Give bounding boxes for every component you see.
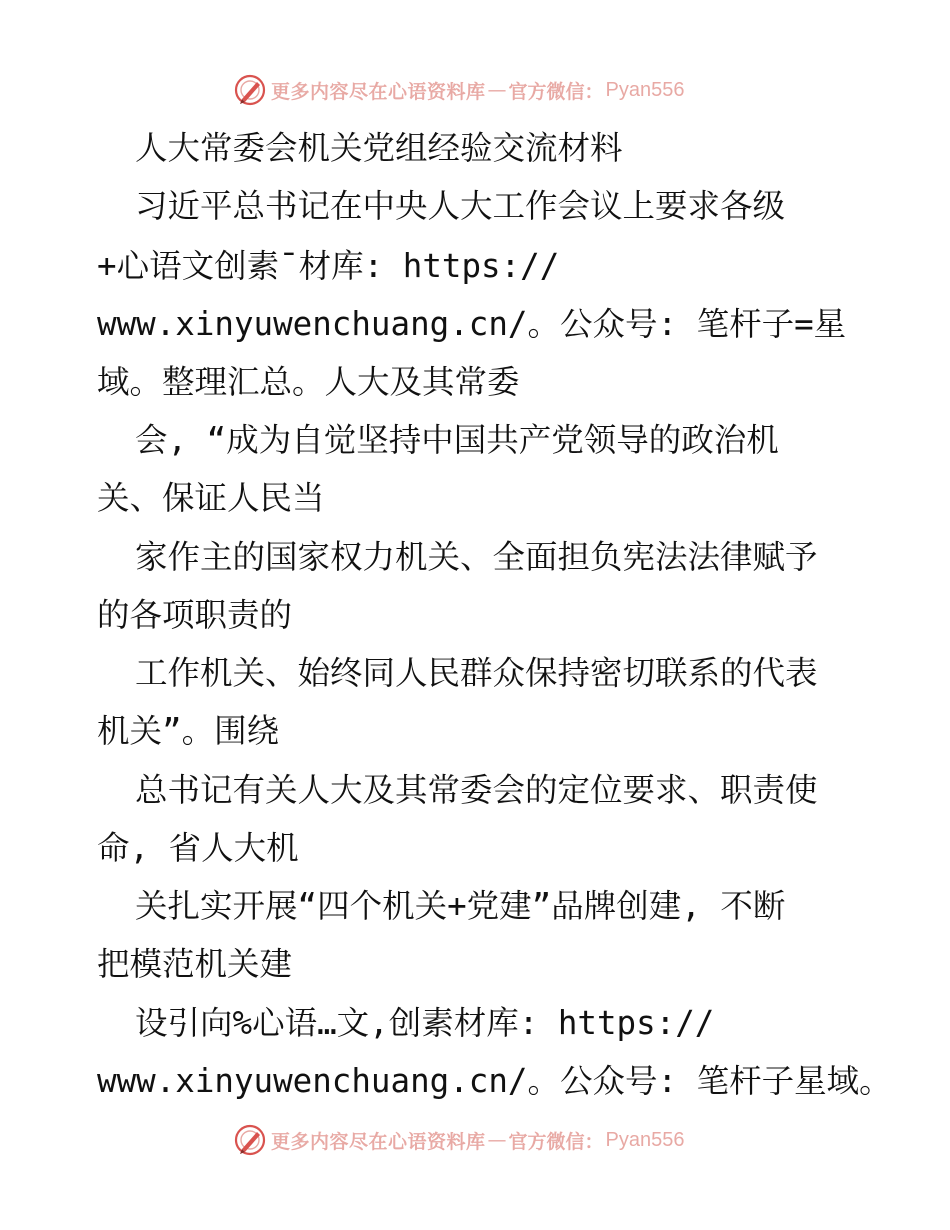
header-watermark [233,72,685,108]
doc-line: 工作机关、始终同人民群众保持密切联系的代表 [135,654,818,692]
doc-line: 习近平总书记在中央人大工作会议上要求各级 [135,187,786,225]
header-contact-id: Pyan556 [605,78,685,101]
footer-separator: — [487,1129,507,1151]
doc-line: 会, “成为自觉坚持中国共产党领导的政治机 [135,421,779,459]
doc-line: 把模范机关建 [97,945,293,983]
doc-line: 总书记有关人大及其常委会的定位要求、职责使 [135,771,818,809]
doc-line: 设引向%心语…文,创素材库: https:// [135,1004,715,1042]
doc-line: 关、保证人民当 [97,479,325,517]
doc-line: 关扎实开展“四个机关+党建”品牌创建, 不断 [135,887,786,925]
footer-contact-id: Pyan556 [605,1128,685,1151]
doc-line: 机关”。围绕 [97,712,280,750]
doc-line: 的各项职责的 [97,596,293,634]
header-separator: — [487,79,507,101]
doc-line-title: 人大常委会机关党组经验交流材料 [135,129,623,167]
pen-logo-icon [233,73,267,107]
footer-contact-label: 官方微信： [508,1130,604,1153]
doc-line: +心语文创素¯材库: https:// [97,247,560,285]
doc-line: www.xinyuwenchuang.cn/。公众号: 笔杆子星域。 [97,1062,892,1100]
doc-line: www.xinyuwenchuang.cn/。公众号: 笔杆子=星 [97,305,847,343]
doc-line: 命, 省人大机 [97,829,299,867]
doc-line: 家作主的国家权力机关、全面担负宪法法律赋予 [135,538,818,576]
doc-line: 域。整理汇总。人大及其常委 [97,363,520,401]
header-contact-label: 官方微信： [508,80,604,103]
footer-watermark [233,1122,685,1158]
footer-promo-text: 更多内容尽在心语资料库 [271,1130,486,1153]
header-promo-text: 更多内容尽在心语资料库 [271,80,486,103]
pen-logo-icon [233,1123,267,1157]
